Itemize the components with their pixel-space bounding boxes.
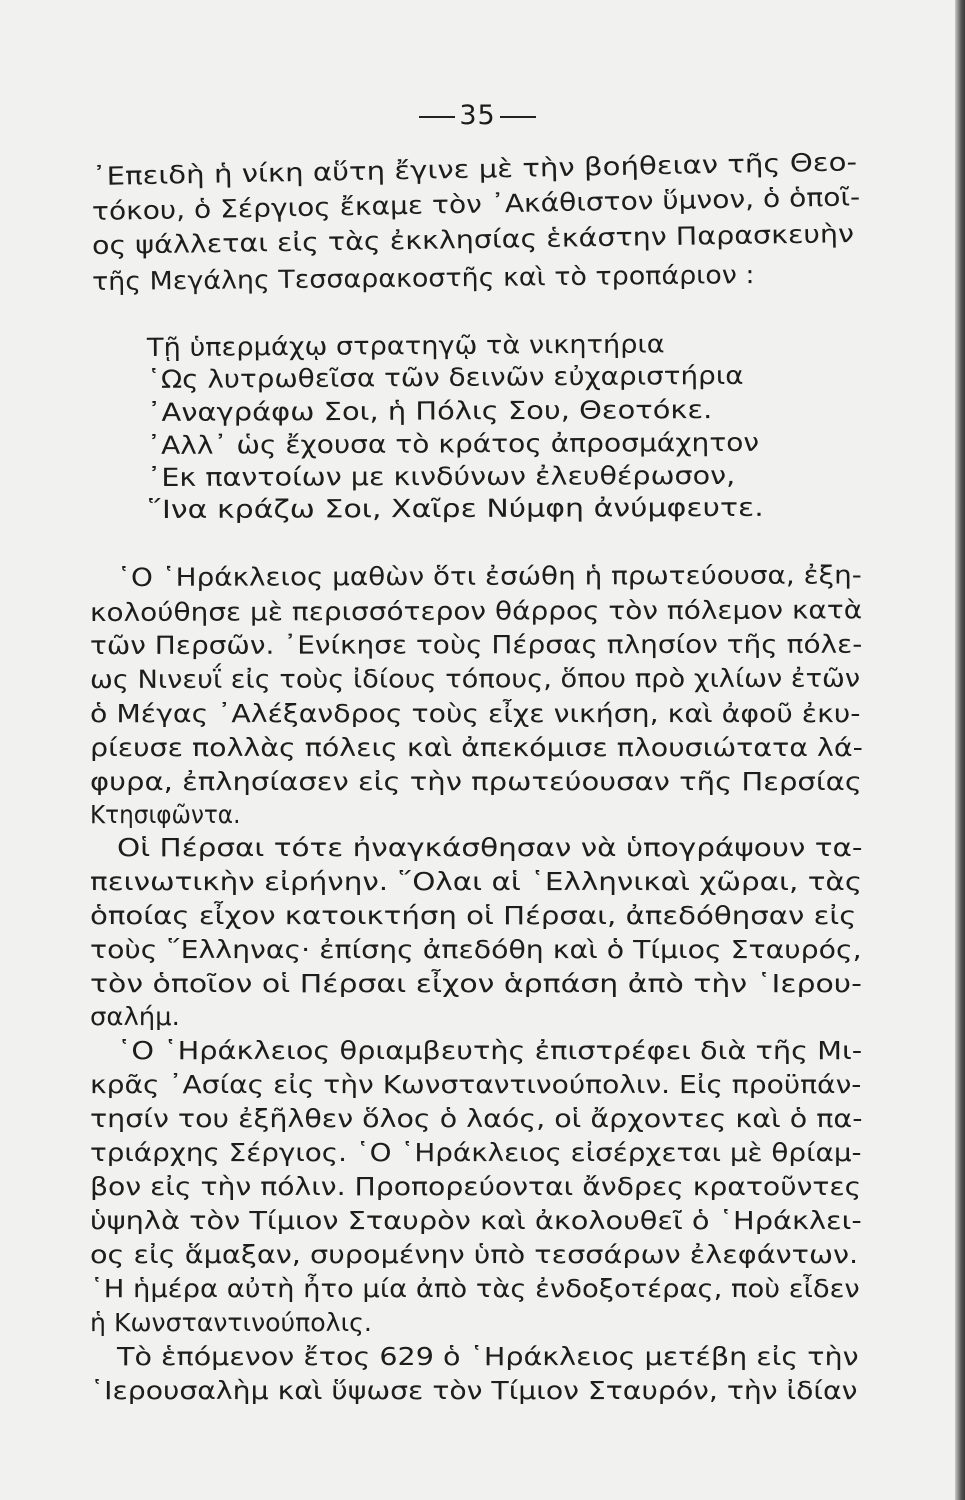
- text-line: Οἱ Πέρσαι τότε ἠναγκάσθησαν νὰ ὑπογράψουν τα-: [117, 833, 863, 862]
- text-line: τόκου, ὁ Σέργιος ἔκαμε τὸν ᾿Ακάθιστον ὕμνον, ὁ ὁποῖ-: [91, 182, 861, 226]
- text-line: τριάρχης Σέργιος. ῾Ο ῾Ηράκλειος εἰσέρχεται μὲ θρίαμ-: [90, 1138, 862, 1167]
- hymn-line: ᾿Αλλ᾿ ὡς ἔχουσα τὸ κράτος ἀπροσμάχητον: [146, 427, 760, 460]
- text-line: ὁποίας εἶχον κατοικτήση οἱ Πέρσαι, ἀπεδόθησαν εἰς: [90, 901, 857, 930]
- hymn-line: Τῇ ὑπερμάχῳ στρατηγῷ τὰ νικητήρια: [146, 329, 665, 362]
- right-dash: [500, 116, 536, 118]
- page-edge-shadow: [955, 0, 965, 1500]
- text-line: τὸν ὁποῖον οἱ Πέρσαι εἶχον ἁρπάση ἀπὸ τὴν ῾Ιερου-: [90, 969, 862, 998]
- text-line: ῾Ο ῾Ηράκλειος μαθὼν ὅτι ἐσώθη ἡ πρωτεύουσα, ἐξη-: [116, 560, 862, 592]
- text-line: Τὸ ἑπόμενον ἔτος 629 ὁ ῾Ηράκλειος μετέβη εἰς τὴν: [117, 1342, 859, 1371]
- text-line: ρίευσε πολλὰς πόλεις καὶ ἀπεκόμισε πλουσιώτατα λά-: [90, 733, 863, 762]
- text-line: ᾿Επειδὴ ἡ νίκη αὕτη ἔγινε μὲ τὴν βοήθειαν τῆς Θεο-: [91, 147, 858, 191]
- left-dash: [419, 116, 455, 118]
- text-line: πεινωτικὴν εἰρήνην. ῞Ολαι αἱ ῾Ελληνικαὶ χῶραι, τὰς: [90, 867, 863, 896]
- text-line: ὑψηλὰ τὸν Τίμιον Σταυρὸν καὶ ἀκολουθεῖ ὁ ῾Ηράκλει-: [90, 1206, 862, 1235]
- text-line: Κτησιφῶντα.: [90, 800, 241, 829]
- hymn-line: ᾿Εκ παντοίων με κινδύνων ἐλευθέρωσον,: [146, 460, 736, 492]
- page-header: [0, 100, 955, 131]
- text-line: ῾Η ἡμέρα αὐτὴ ἦτο μία ἀπὸ τὰς ἐνδοξοτέρας, ποὺ εἶδεν: [90, 1274, 860, 1303]
- hymn-line: ᾿Αναγράφω Σοι, ἡ Πόλις Σου, Θεοτόκε.: [146, 395, 713, 427]
- text-line: τῆς Μεγάλης Τεσσαρακοστῆς καὶ τὸ τροπάριον :: [91, 260, 755, 296]
- text-line: ως Νινευΐ εἰς τοὺς ἰδίους τόπους, ὅπου πρὸ χιλίων ἐτῶν: [89, 663, 861, 694]
- text-line: ὁ Μέγας ᾿Αλέξανδρος τοὺς εἶχε νικήση, καὶ ἀφοῦ ἐκυ-: [90, 699, 861, 728]
- text-line: βον εἰς τὴν πόλιν. Προπορεύονται ἄνδρες κρατοῦντες: [90, 1172, 862, 1201]
- text-line: τῶν Περσῶν. ᾿Ενίκησε τοὺς Πέρσας πλησίον τῆς πόλε-: [89, 629, 863, 660]
- text-line: κολούθησε μὲ περισσότερον θάρρος τὸν πόλεμον κατὰ: [89, 595, 863, 627]
- text-line: ος εἰς ἅμαξαν, συρομένην ὑπὸ τεσσάρων ἐλεφάντων.: [90, 1240, 859, 1269]
- text-line: σαλήμ.: [90, 1002, 180, 1031]
- hymn-line: ῾Ως λυτρωθεῖσα τῶν δεινῶν εὐχαριστήρια: [146, 360, 744, 394]
- text-line: ῾Ο ῾Ηράκλειος θριαμβευτὴς ἐπιστρέφει διὰ τῆς Μι-: [117, 1036, 863, 1065]
- hymn-line: ῞Ινα κράζω Σοι, Χαῖρε Νύμφη ἀνύμφευτε.: [146, 492, 764, 524]
- page-number: 35: [459, 100, 496, 131]
- text-line: κρᾶς ᾿Ασίας εἰς τὴν Κωνσταντινούπολιν. Εἰς προϋπάν-: [90, 1070, 862, 1099]
- text-line: τησίν του ἐξῆλθεν ὅλος ὁ λαός, οἱ ἄρχοντες καὶ ὁ πα-: [90, 1104, 863, 1133]
- text-line: φυρα, ἐπλησίασεν εἰς τὴν πρωτεύουσαν τῆς Περσίας: [90, 767, 862, 796]
- text-line: τοὺς ῞Ελληνας· ἐπίσης ἀπεδόθη καὶ ὁ Τίμιος Σταυρός,: [90, 935, 862, 964]
- text-line: ῾Ιερουσαλὴμ καὶ ὕψωσε τὸν Τίμιον Σταυρόν, τὴν ἰδίαν: [90, 1376, 858, 1405]
- text-line: ἡ Κωνσταντινούπολις.: [90, 1308, 372, 1337]
- text-line: ος ψάλλεται εἰς τὰς ἐκκλησίας ἑκάστην Παρασκευὴν: [91, 219, 855, 260]
